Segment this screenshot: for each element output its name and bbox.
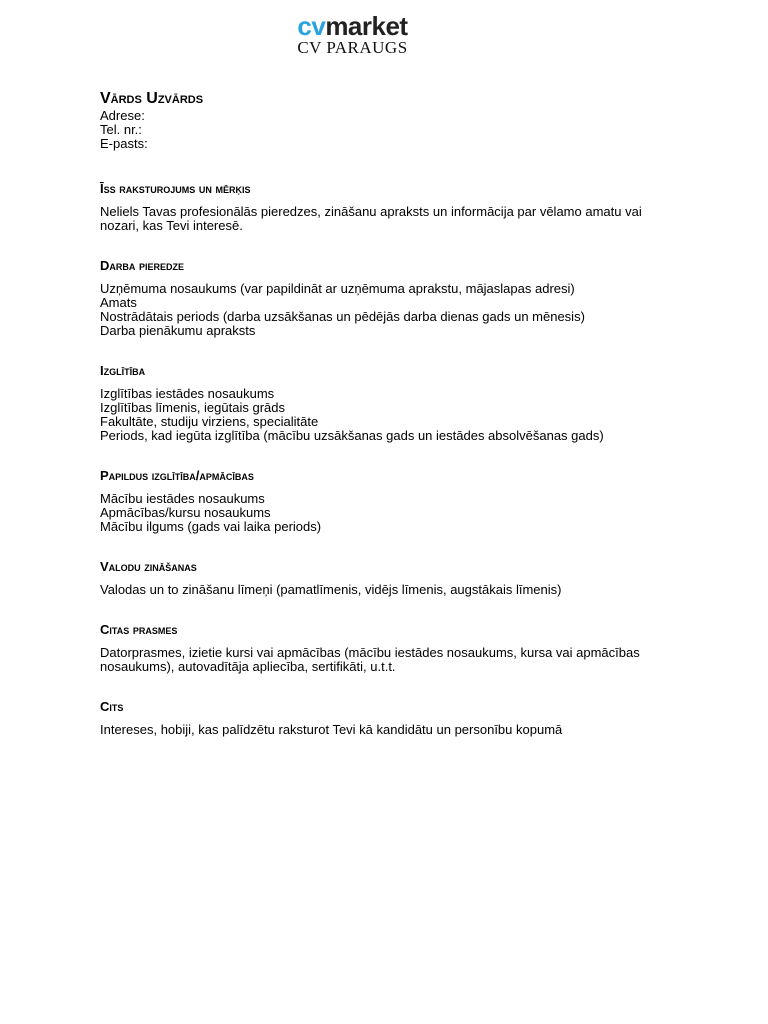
section-title: Citas prasmes — [100, 622, 178, 637]
section-body — [100, 205, 660, 233]
section-languages — [100, 559, 660, 597]
section-title: Izglītība — [100, 363, 146, 378]
section-title: Darba pieredze — [100, 258, 185, 273]
section-line: Datorprasmes, izietie kursi vai apmācības (mācību iestādes nosaukums, kursa vai apmācības — [100, 645, 640, 660]
logo-brand — [297, 12, 407, 40]
section-line: Neliels Tavas profesionālās pieredzes, zināšanu apraksts un informācija par vēlamo amatu vai — [100, 204, 642, 219]
section-line: nozari, kas Tevi interesē. — [100, 218, 243, 233]
cv-document — [100, 89, 660, 737]
section-line: Periods, kad iegūta izglītība (mācību uzsākšanas gads un iestādes absolvēšanas gads) — [100, 428, 604, 443]
section-additional-education — [100, 468, 660, 534]
section-line: Intereses, hobiji, kas palīdzētu raksturot Tevi kā kandidātu un personību kopumā — [100, 722, 563, 737]
section-other — [100, 699, 660, 737]
logo-brand-prefix: cv — [297, 11, 326, 41]
section-body — [100, 723, 660, 737]
section-other-skills — [100, 622, 660, 674]
contact-block — [100, 109, 660, 151]
section-body — [100, 646, 660, 674]
cvmarket-logo — [0, 12, 705, 56]
email-label: E-pasts: — [100, 136, 148, 151]
section-body — [100, 282, 660, 338]
section-line: Mācību iestādes nosaukums — [100, 491, 265, 506]
section-line: Apmācības/kursu nosaukums — [100, 505, 271, 520]
section-line: Valodas un to zināšanu līmeņi (pamatlīmenis, vidējs līmenis, augstākais līmenis) — [100, 582, 562, 597]
section-body — [100, 492, 660, 534]
section-line: Darba pienākumu apraksts — [100, 323, 256, 338]
logo-brand-suffix: market — [325, 11, 408, 41]
section-title: Īss raksturojums un mērķis — [100, 181, 251, 196]
section-line: Fakultāte, studiju virziens, specialitāte — [100, 414, 319, 429]
section-title: Cits — [100, 699, 124, 714]
section-line: Izglītības līmenis, iegūtais grāds — [100, 400, 285, 415]
section-work-experience — [100, 258, 660, 338]
section-line: Izglītības iestādes nosaukums — [100, 386, 275, 401]
section-body — [100, 583, 660, 597]
section-title: Valodu zināšanas — [100, 559, 197, 574]
section-line: nosaukums), autovadītāja apliecība, sertifikāti, u.t.t. — [100, 659, 396, 674]
logo-subtitle: CV PARAUGS — [297, 38, 408, 57]
address-label: Adrese: — [100, 108, 145, 123]
section-line: Amats — [100, 295, 137, 310]
section-line: Nostrādātais periods (darba uzsākšanas un pēdējās darba dienas gads un mēnesis) — [100, 309, 585, 324]
section-title: Papildus izglītība/apmācības — [100, 468, 254, 483]
section-summary — [100, 181, 660, 233]
section-body — [100, 387, 660, 443]
section-line: Mācību ilgums (gads vai laika periods) — [100, 519, 322, 534]
section-line: Uzņēmuma nosaukums (var papildināt ar uzņēmuma aprakstu, mājaslapas adresi) — [100, 281, 575, 296]
phone-label: Tel. nr.: — [100, 122, 142, 137]
person-name: Vārds Uzvārds — [100, 90, 204, 107]
section-education — [100, 363, 660, 443]
